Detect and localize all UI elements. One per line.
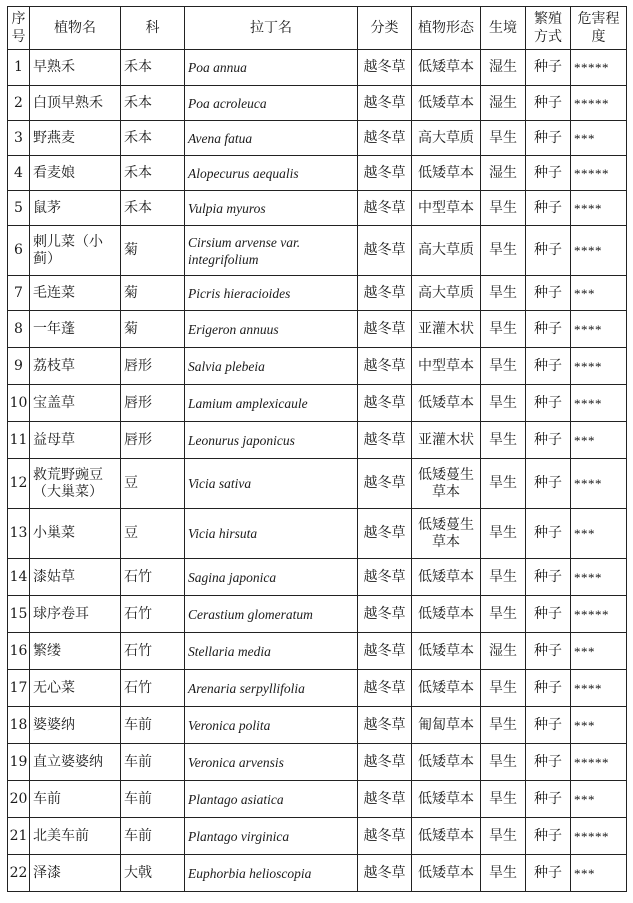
table-row	[8, 633, 627, 670]
cell-reproduction: 种子	[526, 596, 571, 633]
cell-harm: *****	[571, 156, 627, 191]
cell-no: 14	[8, 559, 30, 596]
cell-habitat: 湿生	[481, 633, 526, 670]
table-row	[8, 385, 627, 422]
cell-reproduction: 种子	[526, 226, 571, 276]
cell-plant-name: 一年蓬	[30, 311, 121, 348]
cell-habitat: 旱生	[481, 559, 526, 596]
table-row	[8, 276, 627, 311]
cell-form: 亚灌木状	[412, 311, 481, 348]
cell-harm: ***	[571, 707, 627, 744]
cell-family: 车前	[121, 781, 185, 818]
table-row	[8, 50, 627, 86]
cell-form: 高大草质	[412, 276, 481, 311]
cell-family: 禾本	[121, 156, 185, 191]
header-reproduction: 繁殖方式	[526, 7, 571, 50]
table-row	[8, 156, 627, 191]
header-form: 植物形态	[412, 7, 481, 50]
cell-harm: *****	[571, 596, 627, 633]
cell-reproduction: 种子	[526, 855, 571, 892]
cell-plant-name: 繁缕	[30, 633, 121, 670]
cell-reproduction: 种子	[526, 744, 571, 781]
cell-family: 禾本	[121, 86, 185, 121]
cell-family: 唇形	[121, 348, 185, 385]
cell-latin-name: Veronica arvensis	[185, 744, 358, 781]
cell-plant-name: 鼠茅	[30, 191, 121, 226]
cell-no: 1	[8, 50, 30, 86]
cell-reproduction: 种子	[526, 191, 571, 226]
cell-no: 19	[8, 744, 30, 781]
cell-harm: ****	[571, 348, 627, 385]
cell-habitat: 湿生	[481, 86, 526, 121]
cell-latin-name: Erigeron annuus	[185, 311, 358, 348]
cell-no: 17	[8, 670, 30, 707]
cell-category: 越冬草	[358, 311, 412, 348]
table-row	[8, 781, 627, 818]
cell-form: 低矮草本	[412, 818, 481, 855]
cell-category: 越冬草	[358, 670, 412, 707]
cell-harm: ****	[571, 670, 627, 707]
cell-latin-name: Avena fatua	[185, 121, 358, 156]
cell-plant-name: 泽漆	[30, 855, 121, 892]
cell-form: 中型草本	[412, 191, 481, 226]
cell-form: 匍匐草本	[412, 707, 481, 744]
cell-form: 低矮草本	[412, 50, 481, 86]
cell-category: 越冬草	[358, 50, 412, 86]
cell-habitat: 旱生	[481, 781, 526, 818]
cell-latin-name: Veronica polita	[185, 707, 358, 744]
cell-plant-name: 婆婆纳	[30, 707, 121, 744]
cell-latin-name: Cirsium arvense var. integrifolium	[185, 226, 358, 276]
cell-category: 越冬草	[358, 86, 412, 121]
cell-form: 低矮草本	[412, 670, 481, 707]
cell-plant-name: 白顶早熟禾	[30, 86, 121, 121]
cell-latin-name: Vulpia myuros	[185, 191, 358, 226]
cell-reproduction: 种子	[526, 121, 571, 156]
cell-habitat: 旱生	[481, 596, 526, 633]
header-category: 分类	[358, 7, 412, 50]
cell-form: 低矮草本	[412, 385, 481, 422]
table-row	[8, 670, 627, 707]
cell-reproduction: 种子	[526, 86, 571, 121]
cell-habitat: 旱生	[481, 121, 526, 156]
cell-plant-name: 毛连菜	[30, 276, 121, 311]
cell-category: 越冬草	[358, 348, 412, 385]
cell-plant-name: 早熟禾	[30, 50, 121, 86]
cell-family: 禾本	[121, 50, 185, 86]
cell-no: 5	[8, 191, 30, 226]
cell-reproduction: 种子	[526, 509, 571, 559]
cell-family: 石竹	[121, 596, 185, 633]
cell-latin-name: Arenaria serpyllifolia	[185, 670, 358, 707]
cell-plant-name: 宝盖草	[30, 385, 121, 422]
cell-family: 石竹	[121, 633, 185, 670]
cell-reproduction: 种子	[526, 459, 571, 509]
cell-family: 石竹	[121, 670, 185, 707]
table-row	[8, 311, 627, 348]
cell-form: 低矮草本	[412, 633, 481, 670]
cell-no: 3	[8, 121, 30, 156]
cell-latin-name: Vicia sativa	[185, 459, 358, 509]
cell-category: 越冬草	[358, 781, 412, 818]
cell-latin-name: Plantago virginica	[185, 818, 358, 855]
cell-no: 12	[8, 459, 30, 509]
cell-habitat: 旱生	[481, 459, 526, 509]
cell-reproduction: 种子	[526, 781, 571, 818]
table-row	[8, 121, 627, 156]
table-row	[8, 191, 627, 226]
cell-habitat: 湿生	[481, 156, 526, 191]
cell-no: 11	[8, 422, 30, 459]
cell-habitat: 旱生	[481, 818, 526, 855]
cell-no: 7	[8, 276, 30, 311]
cell-latin-name: Euphorbia helioscopia	[185, 855, 358, 892]
cell-category: 越冬草	[358, 559, 412, 596]
cell-habitat: 旱生	[481, 226, 526, 276]
cell-reproduction: 种子	[526, 276, 571, 311]
cell-habitat: 旱生	[481, 744, 526, 781]
cell-category: 越冬草	[358, 191, 412, 226]
cell-form: 低矮草本	[412, 781, 481, 818]
cell-category: 越冬草	[358, 121, 412, 156]
cell-category: 越冬草	[358, 596, 412, 633]
table-row	[8, 509, 627, 559]
cell-reproduction: 种子	[526, 348, 571, 385]
cell-plant-name: 北美车前	[30, 818, 121, 855]
cell-no: 4	[8, 156, 30, 191]
cell-no: 21	[8, 818, 30, 855]
cell-habitat: 湿生	[481, 50, 526, 86]
cell-reproduction: 种子	[526, 311, 571, 348]
cell-harm: *****	[571, 744, 627, 781]
cell-no: 2	[8, 86, 30, 121]
cell-category: 越冬草	[358, 509, 412, 559]
cell-harm: *****	[571, 50, 627, 86]
cell-family: 菊	[121, 311, 185, 348]
cell-latin-name: Plantago asiatica	[185, 781, 358, 818]
cell-harm: ***	[571, 276, 627, 311]
cell-form: 高大草质	[412, 226, 481, 276]
cell-harm: *****	[571, 86, 627, 121]
cell-plant-name: 无心菜	[30, 670, 121, 707]
cell-reproduction: 种子	[526, 707, 571, 744]
cell-reproduction: 种子	[526, 559, 571, 596]
cell-latin-name: Poa acroleuca	[185, 86, 358, 121]
cell-harm: ****	[571, 559, 627, 596]
cell-form: 低矮草本	[412, 559, 481, 596]
cell-reproduction: 种子	[526, 156, 571, 191]
cell-category: 越冬草	[358, 422, 412, 459]
cell-form: 低矮草本	[412, 744, 481, 781]
cell-plant-name: 小巢菜	[30, 509, 121, 559]
cell-plant-name: 直立婆婆纳	[30, 744, 121, 781]
cell-latin-name: Poa annua	[185, 50, 358, 86]
weed-species-table	[7, 6, 627, 892]
header-row	[8, 7, 627, 50]
cell-latin-name: Alopecurus aequalis	[185, 156, 358, 191]
cell-no: 20	[8, 781, 30, 818]
cell-no: 22	[8, 855, 30, 892]
cell-category: 越冬草	[358, 744, 412, 781]
cell-habitat: 旱生	[481, 348, 526, 385]
cell-plant-name: 漆姑草	[30, 559, 121, 596]
table-row	[8, 559, 627, 596]
cell-habitat: 旱生	[481, 191, 526, 226]
cell-plant-name: 刺儿菜（小蓟）	[30, 226, 121, 276]
cell-habitat: 旱生	[481, 707, 526, 744]
cell-family: 豆	[121, 509, 185, 559]
cell-reproduction: 种子	[526, 633, 571, 670]
cell-form: 低矮草本	[412, 855, 481, 892]
header-family: 科	[121, 7, 185, 50]
cell-family: 唇形	[121, 385, 185, 422]
cell-latin-name: Sagina japonica	[185, 559, 358, 596]
header-harm: 危害程度	[571, 7, 627, 50]
cell-harm: ****	[571, 191, 627, 226]
header-name: 植物名	[30, 7, 121, 50]
cell-form: 中型草本	[412, 348, 481, 385]
cell-category: 越冬草	[358, 156, 412, 191]
cell-form: 低矮蔓生草本	[412, 459, 481, 509]
table-row	[8, 86, 627, 121]
cell-no: 6	[8, 226, 30, 276]
cell-harm: ****	[571, 311, 627, 348]
cell-latin-name: Picris hieracioides	[185, 276, 358, 311]
cell-family: 菊	[121, 276, 185, 311]
cell-habitat: 旱生	[481, 509, 526, 559]
cell-plant-name: 车前	[30, 781, 121, 818]
table-body	[8, 50, 627, 892]
cell-family: 禾本	[121, 121, 185, 156]
cell-reproduction: 种子	[526, 670, 571, 707]
cell-plant-name: 荔枝草	[30, 348, 121, 385]
cell-harm: ****	[571, 226, 627, 276]
cell-category: 越冬草	[358, 818, 412, 855]
cell-latin-name: Cerastium glomeratum	[185, 596, 358, 633]
cell-harm: ***	[571, 633, 627, 670]
cell-habitat: 旱生	[481, 855, 526, 892]
table-row	[8, 818, 627, 855]
cell-form: 低矮蔓生草本	[412, 509, 481, 559]
cell-category: 越冬草	[358, 633, 412, 670]
cell-harm: ***	[571, 422, 627, 459]
cell-family: 菊	[121, 226, 185, 276]
cell-habitat: 旱生	[481, 276, 526, 311]
cell-reproduction: 种子	[526, 818, 571, 855]
cell-form: 低矮草本	[412, 156, 481, 191]
cell-latin-name: Stellaria media	[185, 633, 358, 670]
cell-harm: ***	[571, 855, 627, 892]
cell-reproduction: 种子	[526, 50, 571, 86]
cell-no: 8	[8, 311, 30, 348]
cell-category: 越冬草	[358, 226, 412, 276]
table-row	[8, 226, 627, 276]
cell-form: 低矮草本	[412, 596, 481, 633]
cell-reproduction: 种子	[526, 385, 571, 422]
cell-reproduction: 种子	[526, 422, 571, 459]
table-header	[8, 7, 627, 50]
cell-form: 低矮草本	[412, 86, 481, 121]
cell-habitat: 旱生	[481, 311, 526, 348]
cell-habitat: 旱生	[481, 385, 526, 422]
cell-plant-name: 球序卷耳	[30, 596, 121, 633]
cell-category: 越冬草	[358, 855, 412, 892]
cell-family: 禾本	[121, 191, 185, 226]
cell-form: 亚灌木状	[412, 422, 481, 459]
cell-category: 越冬草	[358, 276, 412, 311]
cell-category: 越冬草	[358, 459, 412, 509]
cell-latin-name: Vicia hirsuta	[185, 509, 358, 559]
cell-plant-name: 野燕麦	[30, 121, 121, 156]
cell-family: 车前	[121, 707, 185, 744]
table-row	[8, 855, 627, 892]
cell-plant-name: 益母草	[30, 422, 121, 459]
cell-harm: ****	[571, 385, 627, 422]
cell-harm: ****	[571, 459, 627, 509]
cell-category: 越冬草	[358, 707, 412, 744]
cell-no: 13	[8, 509, 30, 559]
cell-form: 高大草质	[412, 121, 481, 156]
cell-habitat: 旱生	[481, 670, 526, 707]
cell-category: 越冬草	[358, 385, 412, 422]
table-row	[8, 596, 627, 633]
header-no: 序号	[8, 7, 30, 50]
cell-plant-name: 看麦娘	[30, 156, 121, 191]
cell-family: 唇形	[121, 422, 185, 459]
cell-family: 车前	[121, 818, 185, 855]
header-latin: 拉丁名	[185, 7, 358, 50]
cell-harm: ***	[571, 781, 627, 818]
cell-no: 18	[8, 707, 30, 744]
cell-family: 大戟	[121, 855, 185, 892]
cell-family: 石竹	[121, 559, 185, 596]
cell-harm: *****	[571, 818, 627, 855]
cell-harm: ***	[571, 509, 627, 559]
table-row	[8, 744, 627, 781]
cell-latin-name: Salvia plebeia	[185, 348, 358, 385]
cell-family: 豆	[121, 459, 185, 509]
cell-no: 15	[8, 596, 30, 633]
table-row	[8, 707, 627, 744]
cell-no: 9	[8, 348, 30, 385]
cell-latin-name: Lamium amplexicaule	[185, 385, 358, 422]
table-row	[8, 459, 627, 509]
cell-harm: ***	[571, 121, 627, 156]
cell-latin-name: Leonurus japonicus	[185, 422, 358, 459]
cell-no: 10	[8, 385, 30, 422]
cell-plant-name: 救荒野豌豆（大巢菜）	[30, 459, 121, 509]
cell-family: 车前	[121, 744, 185, 781]
table-row	[8, 422, 627, 459]
cell-no: 16	[8, 633, 30, 670]
table-row	[8, 348, 627, 385]
header-habitat: 生境	[481, 7, 526, 50]
cell-habitat: 旱生	[481, 422, 526, 459]
